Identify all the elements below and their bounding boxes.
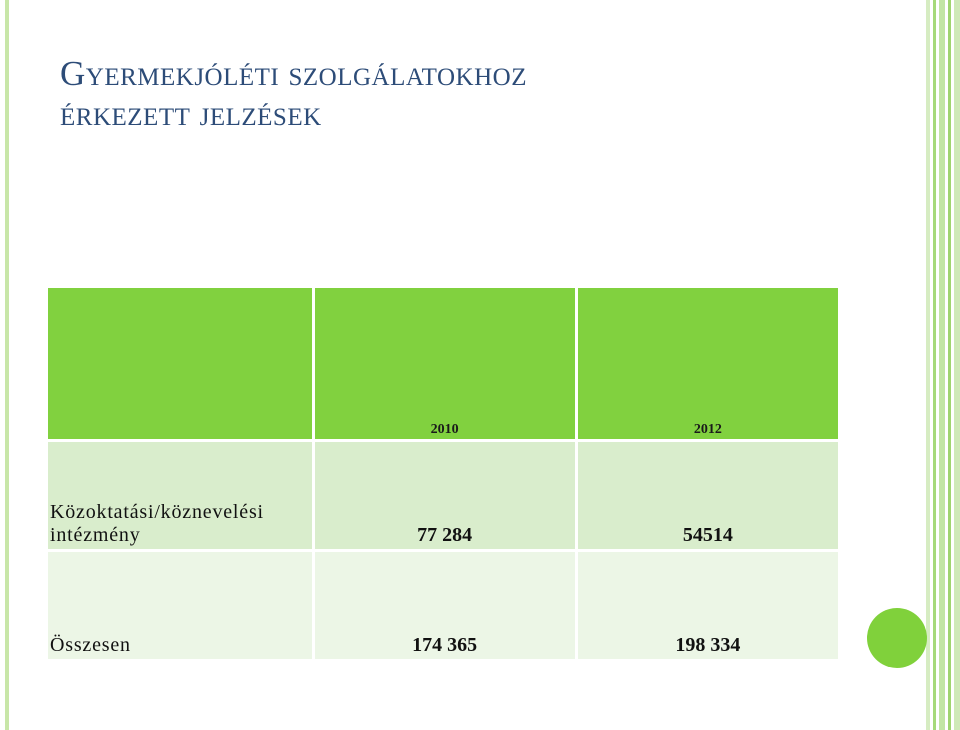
left-decorative-stripe xyxy=(5,0,9,730)
right-stripe xyxy=(926,0,930,730)
table-header-row xyxy=(48,288,838,439)
row-value-2010: 174 365 xyxy=(315,552,575,659)
row-value-2012: 198 334 xyxy=(578,552,838,659)
table-header-2012: 2012 xyxy=(578,288,838,439)
slide-title xyxy=(60,54,880,133)
data-table xyxy=(45,285,841,662)
right-stripe xyxy=(954,0,960,730)
table-row xyxy=(48,552,838,659)
table-row xyxy=(48,442,838,549)
right-decorative-stripes xyxy=(926,0,960,730)
row-label: Összesen xyxy=(48,552,312,659)
green-circle-decoration xyxy=(867,608,927,668)
right-stripe xyxy=(948,0,951,730)
slide-title-line-1: Gyermekjóléti szolgálatokhoz xyxy=(60,54,527,93)
row-value-2012: 54514 xyxy=(578,442,838,549)
right-stripe xyxy=(933,0,936,730)
row-label: Közoktatási/köznevelési intézmény xyxy=(48,442,312,549)
slide-title-line-2: érkezett jelzések xyxy=(60,93,322,133)
right-stripe xyxy=(939,0,945,730)
table-header-2010: 2010 xyxy=(315,288,575,439)
table-header-empty xyxy=(48,288,312,439)
row-value-2010: 77 284 xyxy=(315,442,575,549)
